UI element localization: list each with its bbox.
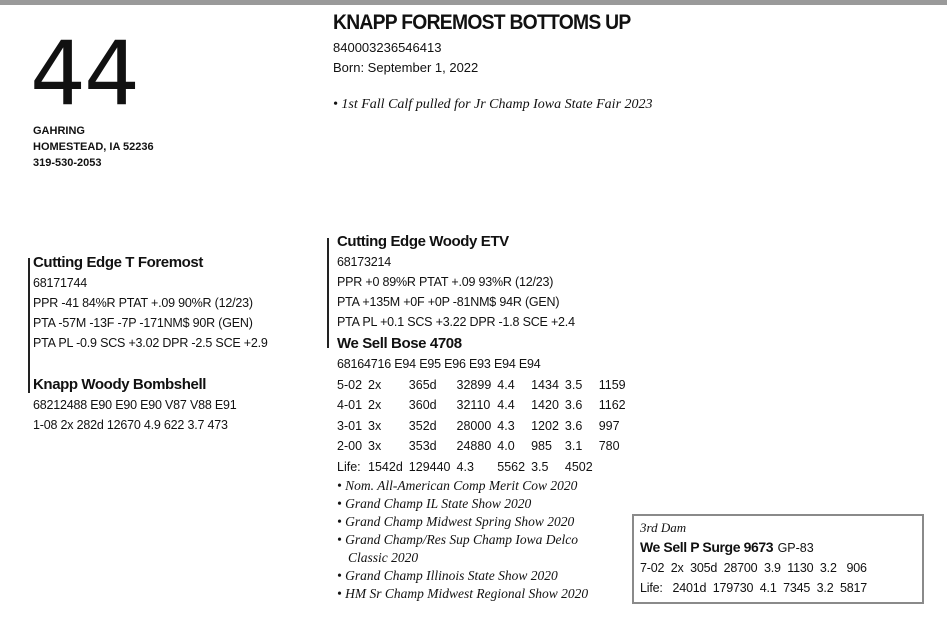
animal-registration: 840003236546413 xyxy=(333,40,442,55)
record-fat-pct: 4.3 xyxy=(497,418,515,433)
animal-born: Born: September 1, 2022 xyxy=(333,60,479,75)
consignor-name: GAHRING xyxy=(33,125,85,137)
sire-line: PTA PL -0.9 SCS +3.02 DPR -2.5 SCE +2.9 xyxy=(33,336,268,350)
consignor-phone: 319-530-2053 xyxy=(33,157,102,169)
sire-reg: 68171744 xyxy=(33,276,88,290)
record-fat-pct: 4.0 xyxy=(497,439,515,454)
life-milk: 129440 xyxy=(408,459,451,474)
honor-item: • HM Sr Champ Midwest Regional Show 2020 xyxy=(337,586,589,602)
record-age: 5-02 xyxy=(337,378,363,392)
third-dam-record: 7-02 2x 305d 28700 3.9 1130 3.2 906 xyxy=(640,561,867,575)
record-fat-pct: 4.4 xyxy=(497,398,515,413)
sire-of-dam-name: Cutting Edge Woody ETV xyxy=(337,233,509,250)
record-fat: 1420 xyxy=(531,398,559,413)
dam-block xyxy=(33,374,237,435)
life-protein-pct: 3.5 xyxy=(531,459,549,474)
honor-item: • Grand Champ Illinois State Show 2020 xyxy=(337,568,558,584)
third-dam-score: GP-83 xyxy=(777,541,814,555)
third-dam-box xyxy=(632,514,924,604)
record-fat: 1202 xyxy=(531,418,559,433)
record-age: 3-01 xyxy=(337,418,363,433)
table-row xyxy=(337,436,632,456)
life-fat: 5562 xyxy=(497,459,526,474)
record-protein-pct: 3.1 xyxy=(564,439,583,454)
dam-name: Knapp Woody Bombshell xyxy=(33,376,206,393)
dam-record: 1-08 2x 282d 12670 4.9 622 3.7 473 xyxy=(33,418,228,432)
record-milk: 32110 xyxy=(456,398,491,413)
record-milking: 3x xyxy=(368,439,382,454)
life-label: Life: xyxy=(337,459,361,474)
lot-number: 44 xyxy=(30,22,138,125)
life-fat-pct: 4.3 xyxy=(456,459,474,474)
record-protein-pct: 3.6 xyxy=(564,418,583,433)
record-fat: 985 xyxy=(531,439,552,454)
record-milk: 32899 xyxy=(456,378,492,392)
third-dam-name: We Sell P Surge 9673 xyxy=(640,539,774,555)
record-days: 365d xyxy=(408,378,437,392)
second-dam-records xyxy=(337,375,632,477)
third-dam-header: 3rd Dam xyxy=(640,520,687,535)
sire-of-dam-block xyxy=(337,231,575,332)
sire-of-dam-line: PTA PL +0.1 SCS +3.22 DPR -1.8 SCE +2.4 xyxy=(337,315,575,329)
record-protein: 780 xyxy=(598,439,620,454)
record-fat: 1434 xyxy=(531,378,559,392)
sire-bracket xyxy=(28,258,30,393)
sire-of-dam-reg: 68173214 xyxy=(337,255,392,269)
honor-item: • Grand Champ/Res Sup Champ Iowa Delco xyxy=(337,532,578,548)
record-fat-pct: 4.4 xyxy=(497,378,515,392)
record-protein-pct: 3.6 xyxy=(564,398,583,413)
animal-note: • 1st Fall Calf pulled for Jr Champ Iowa State Fair 2023 xyxy=(333,97,653,112)
table-row xyxy=(337,395,632,415)
dam-reg: 68212488 E90 E90 E90 V87 V88 E91 xyxy=(33,398,237,412)
life-empty xyxy=(599,457,632,477)
sire-line: PTA -57M -13F -7P -171NM$ 90R (GEN) xyxy=(33,316,253,330)
record-milking: 2x xyxy=(368,378,382,392)
record-protein: 1162 xyxy=(598,398,626,413)
consignor-info xyxy=(33,123,154,171)
record-age: 2-00 xyxy=(337,439,363,454)
record-milk: 28000 xyxy=(456,418,492,433)
sire-block xyxy=(33,252,268,353)
honor-item: • Grand Champ IL State Show 2020 xyxy=(337,496,532,512)
animal-name: KNAPP FOREMOST BOTTOMS UP xyxy=(333,11,631,34)
top-rule xyxy=(0,0,947,5)
sire-of-dam-line: PPR +0 89%R PTAT +.09 93%R (12/23) xyxy=(337,275,554,289)
sire-of-dam-line: PTA +135M +0F +0P -81NM$ 94R (GEN) xyxy=(337,295,560,309)
table-row xyxy=(337,457,632,477)
maternal-bracket xyxy=(327,238,329,348)
life-days: 1542d xyxy=(368,459,403,474)
second-dam-reg: 68164716 E94 E95 E96 E93 E94 E94 xyxy=(337,357,541,371)
record-milk: 24880 xyxy=(456,439,492,454)
record-protein: 1159 xyxy=(598,378,626,392)
record-milking: 2x xyxy=(368,398,382,413)
honor-item: • Nom. All-American Comp Merit Cow 2020 xyxy=(337,478,578,494)
second-dam-name: We Sell Bose 4708 xyxy=(337,335,462,352)
consignor-location: HOMESTEAD, IA 52236 xyxy=(33,141,154,153)
second-dam-honors xyxy=(337,477,632,603)
sire-line: PPR -41 84%R PTAT +.09 90%R (12/23) xyxy=(33,296,253,310)
table-row xyxy=(337,416,632,436)
record-days: 353d xyxy=(408,439,437,454)
third-dam-life: Life: 2401d 179730 4.1 7345 3.2 5817 xyxy=(640,581,868,595)
record-milking: 3x xyxy=(368,418,382,433)
record-days: 352d xyxy=(408,418,437,433)
record-days: 360d xyxy=(408,398,437,413)
record-protein: 997 xyxy=(598,418,620,433)
table-row xyxy=(337,375,632,395)
sire-name: Cutting Edge T Foremost xyxy=(33,254,203,271)
record-protein-pct: 3.5 xyxy=(564,378,583,392)
life-protein: 4502 xyxy=(564,459,593,474)
honor-item-continued: Classic 2020 xyxy=(348,550,419,566)
record-age: 4-01 xyxy=(337,398,363,413)
second-dam-block xyxy=(337,333,632,603)
honor-item: • Grand Champ Midwest Spring Show 2020 xyxy=(337,514,575,530)
